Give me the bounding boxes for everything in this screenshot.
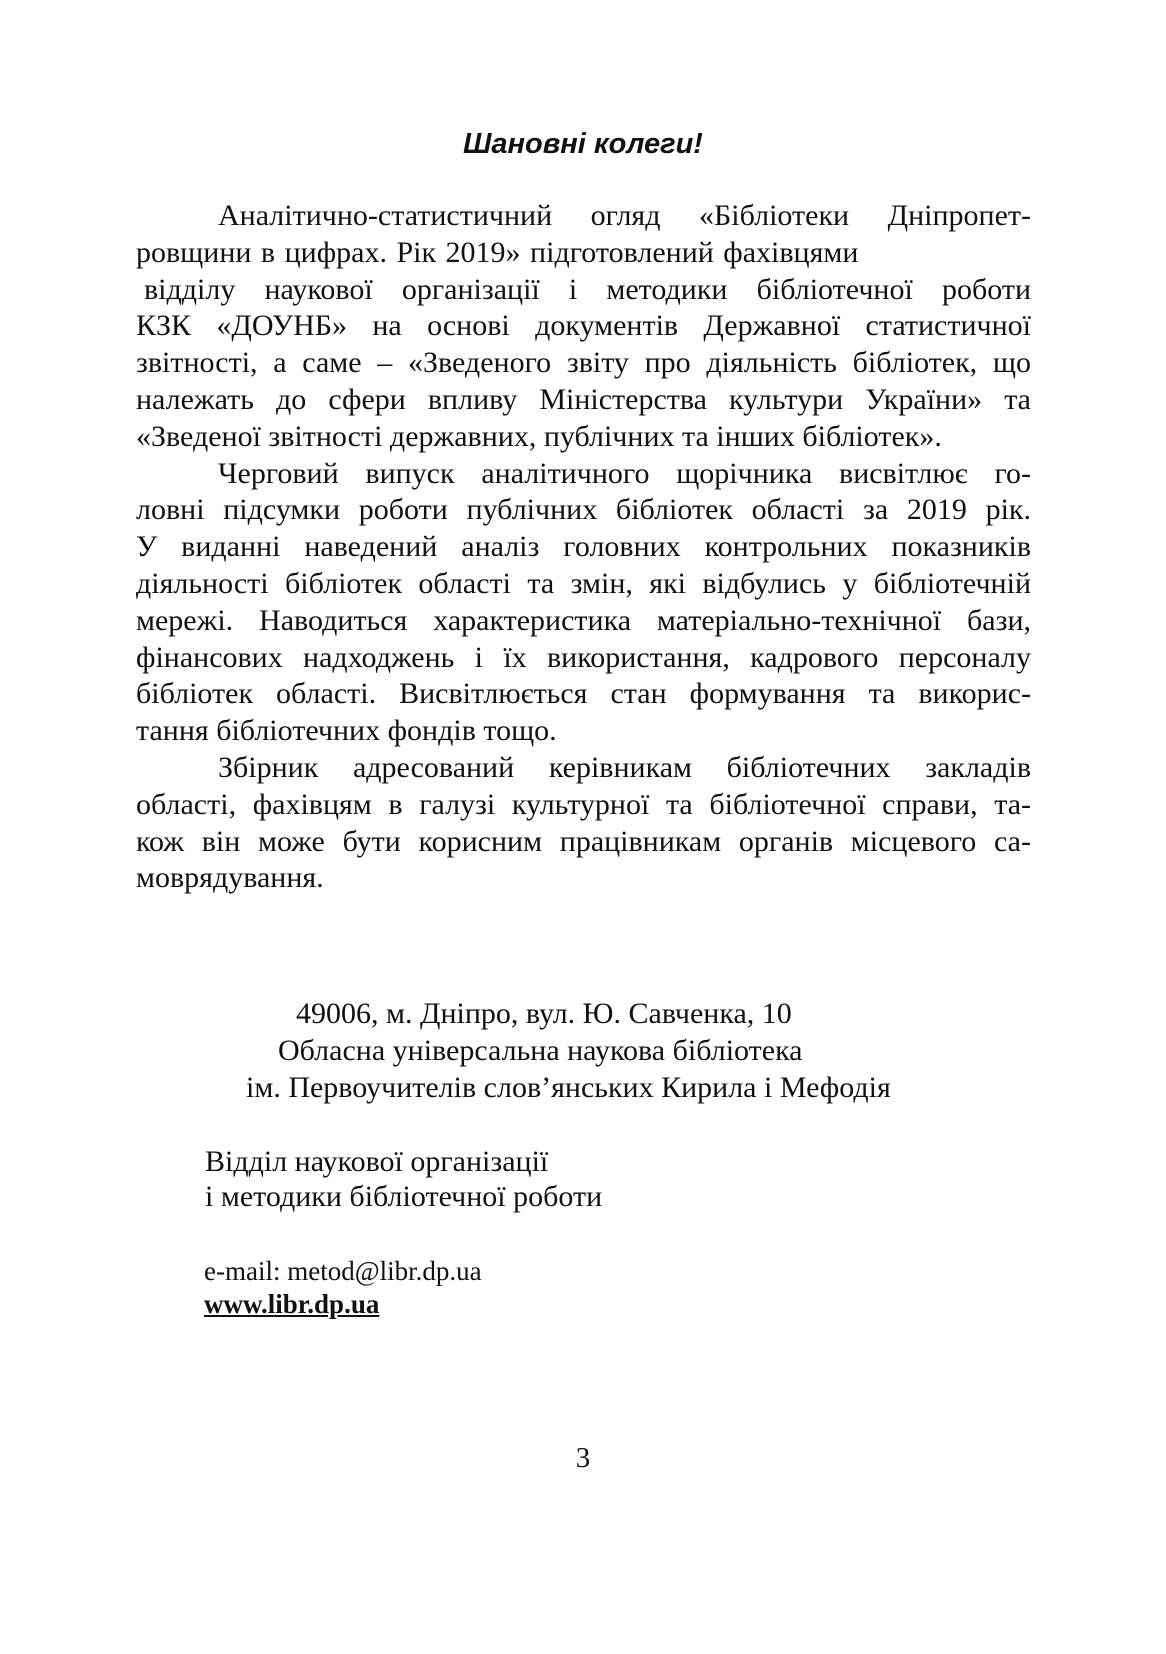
- address-library-dedication: ім. Первоучителів слов’янських Кирила і Мефодія: [246, 1071, 891, 1104]
- text-line: Черговий випуск аналітичного щорічника висвітлює го-: [218, 456, 1031, 490]
- contacts-block: [204, 1255, 482, 1321]
- body-text: [136, 198, 1031, 897]
- text-line: мережі. Наводиться характеристика матеріально-технічної бази,: [136, 603, 1031, 637]
- text-line: тання бібліотечних фондів тощо.: [136, 714, 557, 748]
- text-line: КЗК «ДОУНБ» на основі документів Державної статистичної: [136, 309, 1031, 343]
- page-title: Шановні колеги!: [463, 128, 703, 160]
- text-line: У виданні наведений аналіз головних контрольних показників: [136, 530, 1031, 564]
- text-line: звітності, а саме – «Зведеного звіту про діяльність бібліотек, що: [136, 346, 1031, 380]
- text-line: Збірник адресований керівникам бібліотечних закладів: [218, 750, 1031, 784]
- paragraph-2: [136, 456, 1031, 750]
- text-line: належать до сфери впливу Міністерства культури України» та: [136, 382, 1031, 416]
- text-line: ровщини в цифрах. Рік 2019» підготовлений фахівцями: [136, 235, 859, 269]
- text-line: бібліотек області. Висвітлюється стан формування та викорис-: [136, 677, 1031, 711]
- page-number: 3: [575, 1442, 591, 1474]
- text-line: Аналітично-статистичний огляд «Бібліотеки Дніпропет-: [218, 199, 1031, 232]
- text-line: моврядування.: [136, 861, 324, 895]
- email-text: e-mail: metod@libr.dp.ua: [204, 1256, 482, 1286]
- text-line: діяльності бібліотек області та змін, які відбулись у бібліотечній: [136, 566, 1031, 600]
- text-line: фінансових надходжень і їх використання, кадрового персоналу: [136, 640, 1031, 674]
- text-line: ловні підсумки роботи публічних бібліотек області за 2019 рік.: [136, 493, 1031, 527]
- text-line: кож він може бути корисним працівникам органів місцевого са-: [136, 824, 1031, 858]
- text-line: «Зведеної звітності державних, публічних та інших бібліотек».: [136, 419, 942, 453]
- address-library-name: Обласна універсальна наукова бібліотека: [278, 1034, 803, 1067]
- text-line: області, фахівцям в галузі культурної та бібліотечної справи, та-: [136, 787, 1031, 821]
- text-line: відділу наукової організації і методики бібліотечної роботи: [144, 272, 1031, 306]
- department-line: і методики бібліотечної роботи: [205, 1180, 603, 1213]
- paragraph-1: [136, 198, 1031, 456]
- address-street: 49006, м. Дніпро, вул. Ю. Савченка, 10: [296, 997, 792, 1030]
- department-block: [205, 1144, 602, 1214]
- website-link[interactable]: www.libr.dp.ua: [204, 1289, 380, 1319]
- department-line: Відділ наукової організації: [205, 1145, 549, 1178]
- paragraph-3: [136, 750, 1031, 897]
